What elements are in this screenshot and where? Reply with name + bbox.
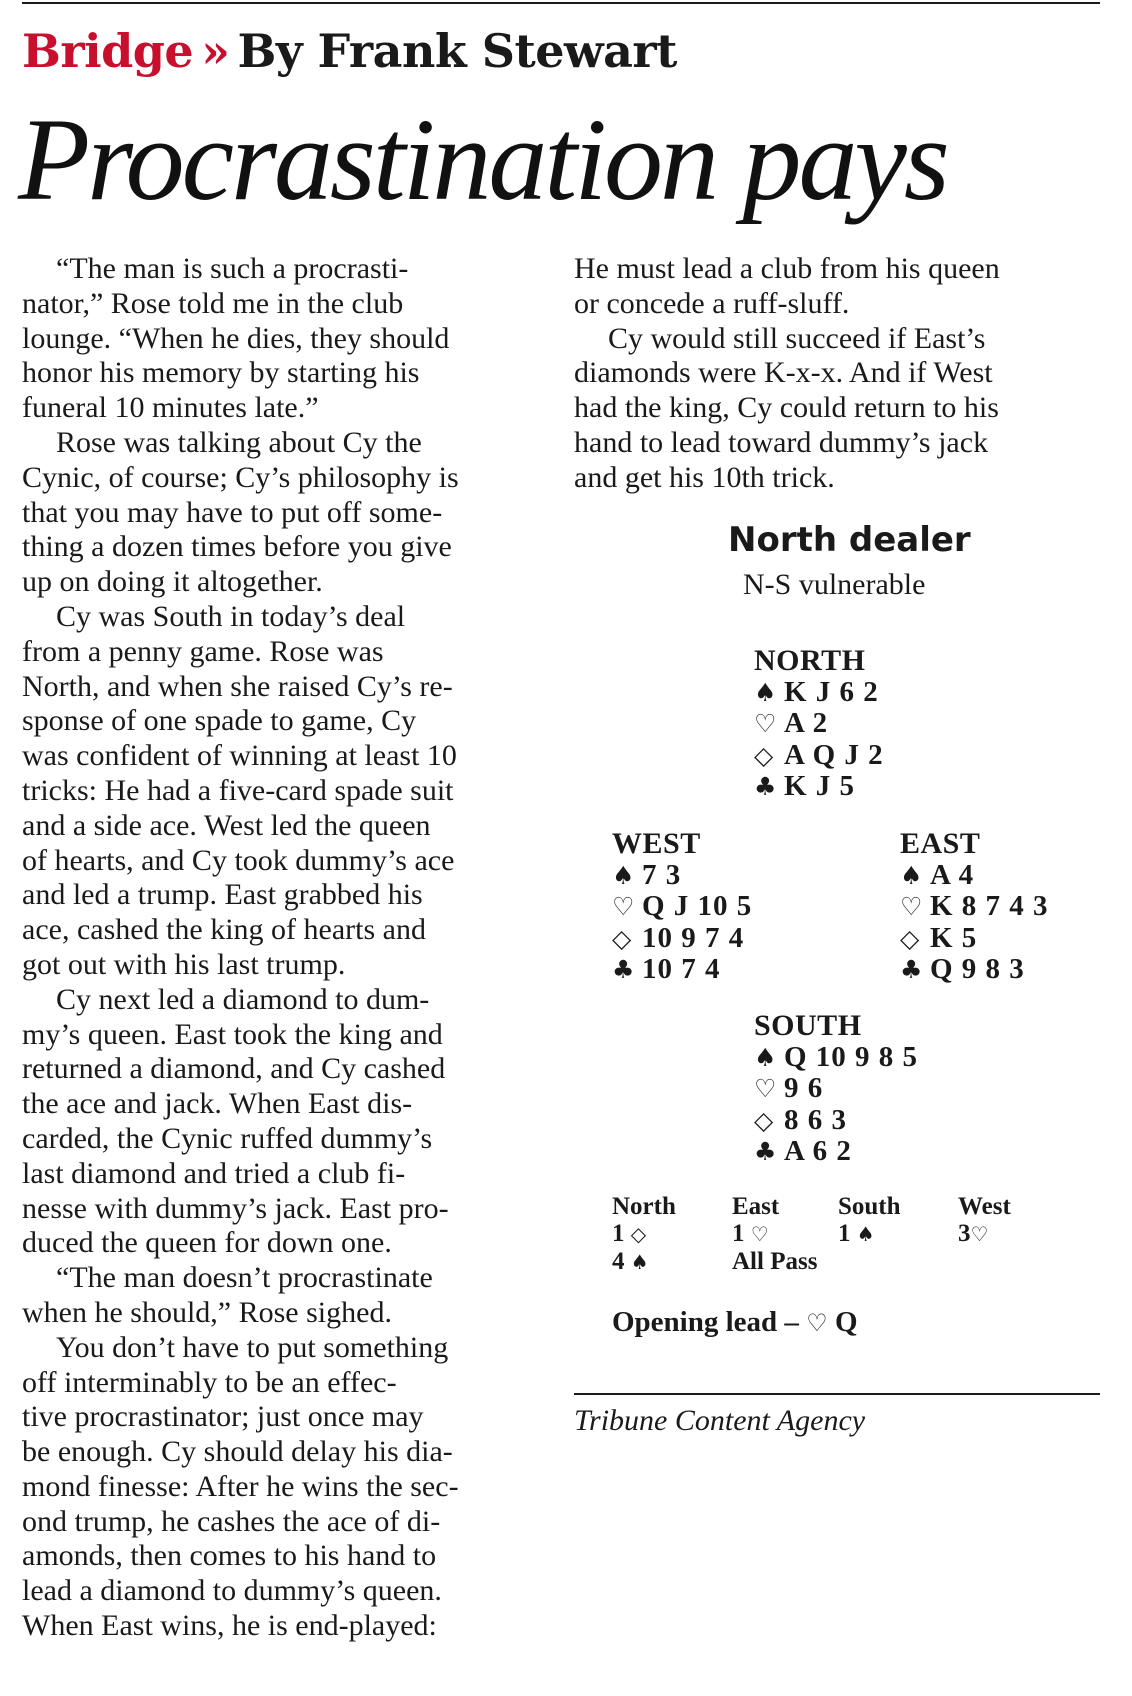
diamond-holding: 8 6 3	[784, 1103, 847, 1136]
diamond-holding: K 5	[930, 921, 978, 954]
bid-level: 4	[612, 1248, 625, 1275]
spade-holding: 7 3	[642, 858, 682, 891]
heart-icon: ♡	[754, 709, 777, 738]
auction-header: South	[838, 1193, 901, 1220]
club-icon: ♣	[900, 955, 923, 984]
article-right-column	[574, 252, 1104, 496]
opening-lead-label: Opening lead –	[612, 1306, 799, 1338]
heart-icon: ♡	[900, 892, 923, 921]
seat-label: WEST	[612, 827, 701, 860]
section-name: Bridge	[22, 24, 194, 78]
auction-header: North	[612, 1193, 676, 1220]
auction-column-north	[612, 1193, 676, 1276]
hand-west	[612, 829, 752, 986]
seat-label: EAST	[900, 827, 981, 860]
spade-holding: K J 6 2	[784, 675, 879, 708]
bottom-rule	[574, 1393, 1100, 1395]
diamond-icon: ◇	[612, 923, 632, 953]
bid-pass: All Pass	[732, 1248, 818, 1275]
club-icon: ♣	[612, 955, 635, 984]
heart-icon: ♡	[750, 1222, 769, 1246]
paragraph: You don’t have to put something off interminably to be an effec- tive procrastinator; just once may be enough. Cy should delay his dia- mond finesse: After he wins the sec- ond trump, he cashes the ace of di- amonds, then comes to his hand to lead a diamond to dummy’s queen. When East wins, he is end-played:	[22, 1330, 459, 1643]
bid-level: 3	[958, 1220, 971, 1247]
club-holding: 10 7 4	[642, 953, 721, 985]
column-header	[22, 24, 677, 78]
club-holding: K J 5	[784, 770, 856, 802]
bid-level: 1	[612, 1220, 625, 1247]
article-left-column	[22, 252, 552, 1644]
spade-icon: ♠	[856, 1222, 875, 1246]
heart-holding: K 8 7 4 3	[930, 890, 1049, 922]
diagram-title: North dealer	[728, 520, 971, 560]
club-icon: ♣	[754, 772, 777, 801]
seat-label: SOUTH	[754, 1009, 862, 1042]
spade-icon: ♠	[630, 1250, 649, 1274]
heart-icon: ♡	[970, 1222, 989, 1246]
opening-lead	[612, 1306, 858, 1339]
heart-holding: A 2	[784, 707, 829, 739]
auction-header: East	[732, 1193, 780, 1220]
auction-column-east	[732, 1193, 817, 1275]
club-holding: Q 9 8 3	[930, 953, 1025, 985]
heart-holding: 9 6	[784, 1072, 824, 1104]
opening-lead-card: Q	[834, 1306, 858, 1338]
diamond-icon: ◇	[754, 740, 774, 770]
paragraph: Cy would still succeed if East’s diamonds were K-x-x. And if West had the king, Cy could return to his hand to lead toward dummy’s jack and get his 10th trick.	[574, 321, 999, 494]
header-separator: »	[201, 24, 230, 78]
heart-icon: ♡	[754, 1074, 777, 1103]
diamond-icon: ◇	[630, 1222, 647, 1246]
auction-column-west	[958, 1193, 1011, 1248]
byline: By Frank Stewart	[237, 24, 677, 78]
diamond-icon: ◇	[754, 1105, 774, 1135]
diamond-holding: A Q J 2	[784, 738, 884, 771]
hand-east	[900, 829, 1049, 986]
bid-level: 1	[838, 1220, 851, 1247]
heart-icon: ♡	[612, 892, 635, 921]
spade-icon: ♠	[612, 860, 635, 890]
diamond-holding: 10 9 7 4	[642, 921, 745, 954]
vulnerability: N-S vulnerable	[743, 568, 926, 601]
paragraph: Cy was South in today’s deal from a penny game. Rose was North, and when she raised Cy’s re- sponse of one spade to game, Cy was confident of winning at least 10 tricks: He had a five-card spade suit and a side ace. West led the queen of hearts, and Cy took dummy’s ace and led a trump. East grabbed his ace, cashed the king of hearts and got out with his last trump.	[22, 599, 457, 981]
spade-holding: Q 10 9 8 5	[784, 1040, 919, 1073]
paragraph: Cy next led a diamond to dum- my’s queen. East took the king and returned a diamond, and Cy cashed the ace and jack. When East dis- carded, the Cynic ruffed dummy’s last diamond and tried a club fi- nesse with dummy’s jack. East pro- duced the queen for down one.	[22, 982, 449, 1260]
club-holding: A 6 2	[784, 1135, 852, 1167]
paragraph: “The man doesn’t procrastinate when he should,” Rose sighed.	[22, 1261, 433, 1329]
heart-holding: Q J 10 5	[642, 890, 753, 922]
bid-level: 1	[732, 1220, 745, 1247]
seat-label: NORTH	[754, 644, 866, 677]
club-icon: ♣	[754, 1137, 777, 1166]
paragraph: He must lead a club from his queen or concede a ruff-sluff.	[574, 252, 1000, 320]
headline: Procrastination pays	[18, 94, 947, 225]
paragraph: Rose was talking about Cy the Cynic, of course; Cy’s philosophy is that you may have to put off some- thing a dozen times before you give up on doing it altogether.	[22, 425, 459, 599]
spade-icon: ♠	[754, 1042, 777, 1072]
top-rule	[22, 2, 1100, 4]
paragraph: “The man is such a procrasti- nator,” Rose told me in the club lounge. “When he dies, they should honor his memory by starting his funeral 10 minutes late.”	[22, 252, 450, 425]
spade-holding: A 4	[930, 858, 975, 891]
spade-icon: ♠	[754, 677, 777, 707]
auction-header: West	[958, 1193, 1011, 1220]
heart-icon: ♡	[806, 1309, 828, 1337]
hand-north	[754, 646, 884, 803]
auction-column-south	[838, 1193, 901, 1248]
hand-south	[754, 1011, 918, 1168]
spade-icon: ♠	[900, 860, 923, 890]
syndication-credit: Tribune Content Agency	[574, 1404, 866, 1437]
diamond-icon: ◇	[900, 923, 920, 953]
